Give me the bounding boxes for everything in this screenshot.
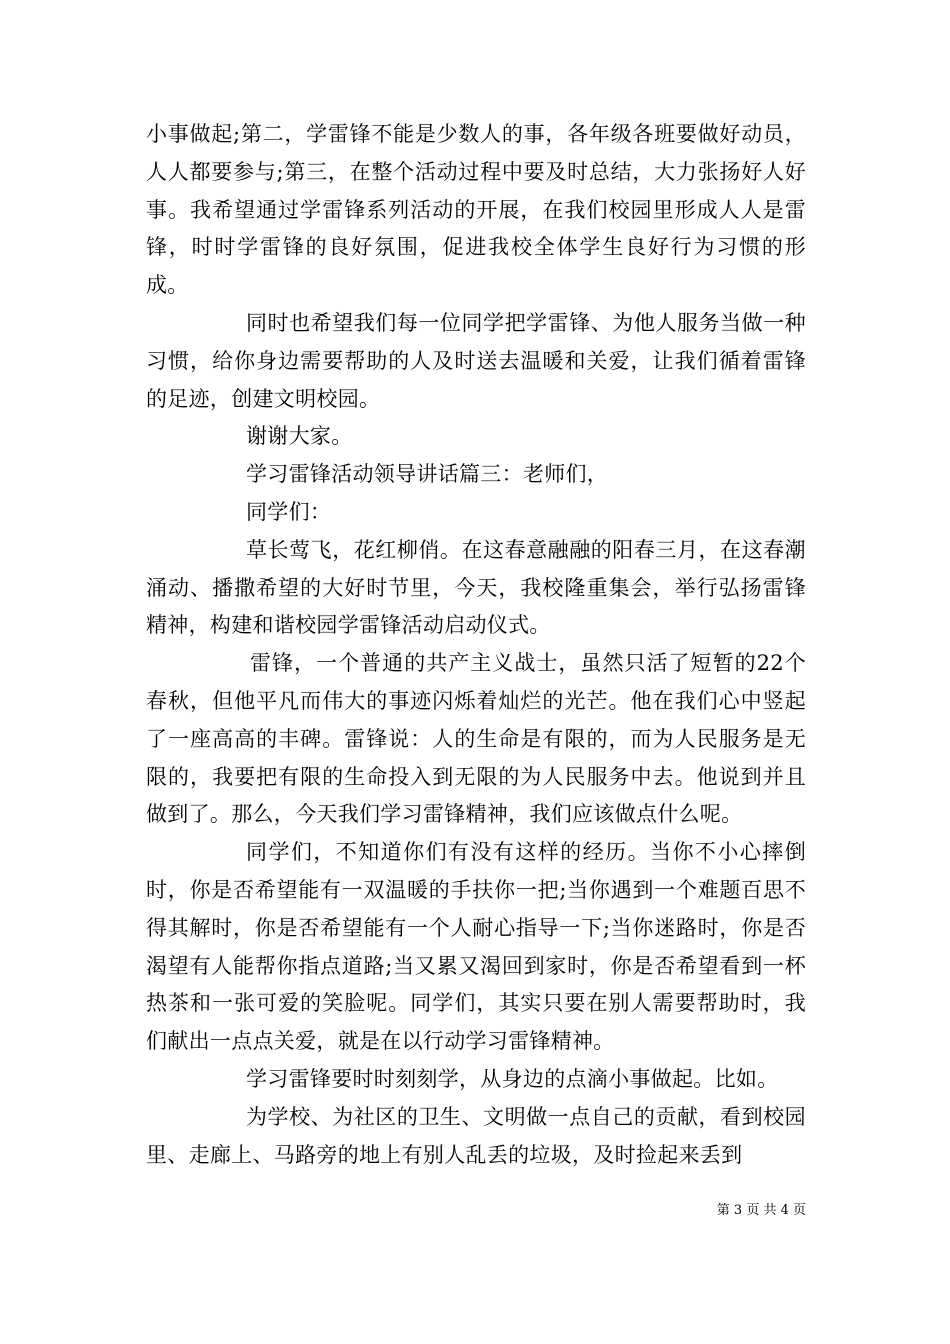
paragraph: 为学校、为社区的卫生、文明做一点自己的贡献，看到校园里、走廊上、马路旁的地上有别人乱丢的垃圾，及时捡起来丢到 <box>146 1104 806 1167</box>
paragraph-thanks: 谢谢大家。 <box>246 424 353 449</box>
paragraph: 学习雷锋要时时刻刻学，从身边的点滴小事做起。比如。 <box>246 1066 779 1091</box>
section-heading: 学习雷锋活动领导讲话篇三：老师们， <box>246 462 609 487</box>
paragraph: 同学们，不知道你们有没有这样的经历。当你不小心摔倒时，你是否希望能有一双温暖的手扶你一把;当你遇到一个难题百思不得其解时，你是否希望能有一个人耐心指导一下;当你迷路时，你是否渴望有人能帮你指点道路;当又累又渴回到家时，你是否希望看到一杯热茶和一张可爱的笑脸呢。同学们，其实只要在别人需要帮助时，我们献出一点点关爱，就是在以行动学习雷锋精神。 <box>146 840 806 1054</box>
salutation: 同学们： <box>246 499 332 524</box>
paragraph: 同时也希望我们每一位同学把学雷锋、为他人服务当做一种习惯，给你身边需要帮助的人及时送去温暖和关爱，让我们循着雷锋的足迹，创建文明校园。 <box>146 310 806 411</box>
paragraph: 草长莺飞，花红柳俏。在这春意融融的阳春三月，在这春潮涌动、播撒希望的大好时节里，今天，我校隆重集会，举行弘扬雷锋精神，构建和谐校园学雷锋活动启动仪式。 <box>146 537 806 638</box>
document-body <box>146 116 806 1174</box>
paragraph: 雷锋，一个普通的共产主义战士，虽然只活了短暂的22个春秋，但他平凡而伟大的事迹闪烁着灿烂的光芒。他在我们心中竖起了一座高高的丰碑。雷锋说：人的生命是有限的，而为人民服务是无限的，我要把有限的生命投入到无限的为人民服务中去。他说到并且做到了。那么，今天我们学习雷锋精神，我们应该做点什么呢。 <box>146 651 806 827</box>
page-number-footer: 第 3 页 共 4 页 <box>716 1203 806 1218</box>
paragraph-continuation: 小事做起;第二，学雷锋不能是少数人的事，各年级各班要做好动员，人人都要参与;第三，在整个活动过程中要及时总结，大力张扬好人好事。我希望通过学雷锋系列活动的开展，在我们校园里形成人人是雷锋，时时学雷锋的良好氛围，促进我校全体学生良好行为习惯的形成。 <box>146 122 806 298</box>
